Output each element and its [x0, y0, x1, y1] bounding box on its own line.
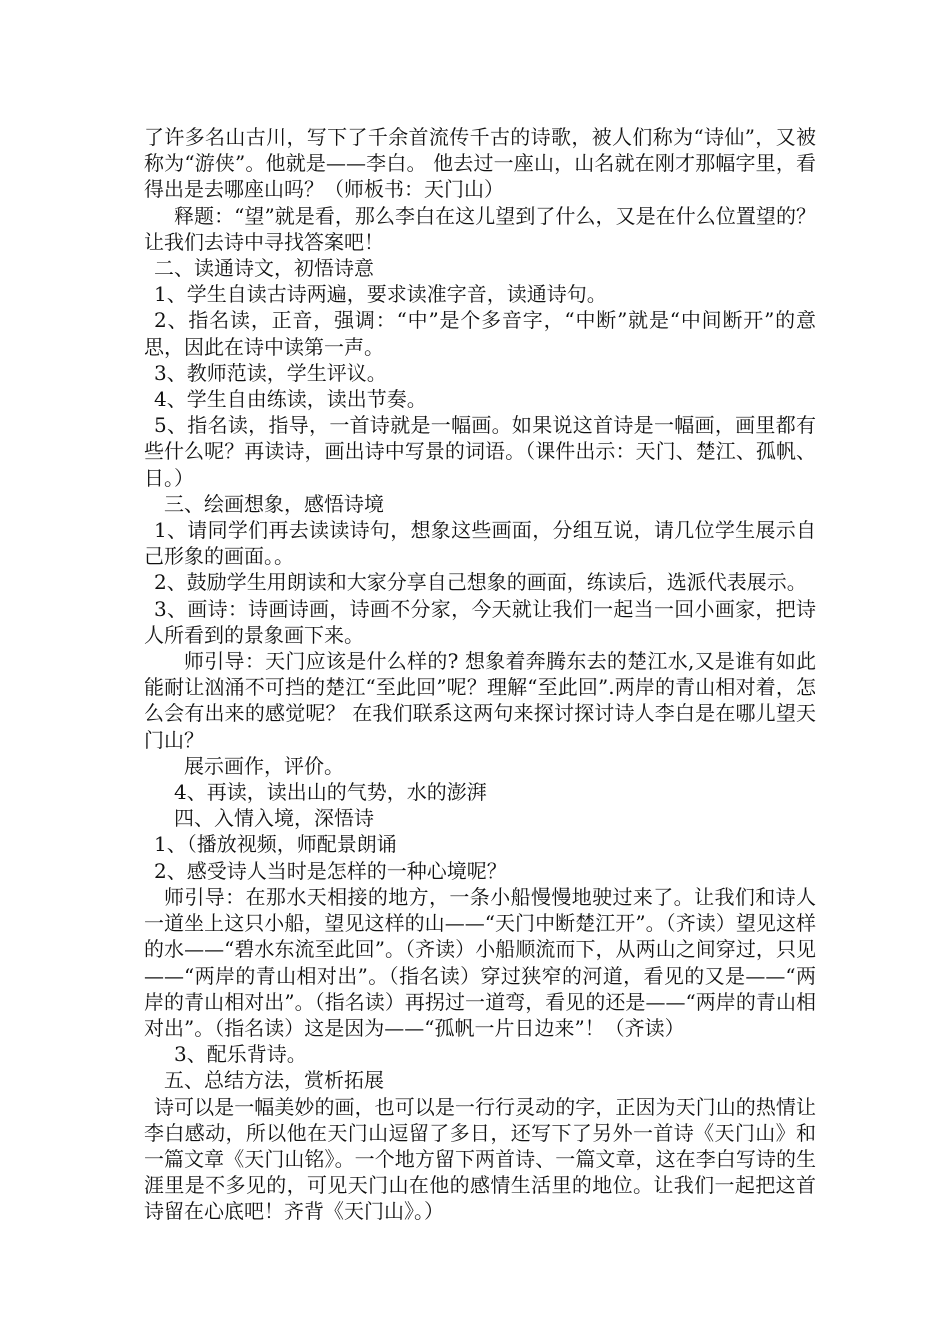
step-2-2: 2、指名读，正音，强调：“中”是个多音字，“中断”就是“中间断开”的意思，因此在诗中读第一声。 [144, 308, 816, 359]
step-3-1: 1、请同学们再去读读诗句，想象这些画面，分组互说，请几位学生展示自己形象的画面。。 [144, 518, 816, 569]
teacher-guidance-2: 师引导：在那水天相接的地方，一条小船慢慢地驶过来了。让我们和诗人一道坐上这只小船，望见这样的山——“天门中断楚江开”。（齐读）望见这样的水——“碧水东流至此回”。（齐读）小船顺流而下，从两山之间穿过，只见——“两岸的青山相对出”。（指名读）穿过狭窄的河道，看见的又是——“两岸的青山相对出”。（指名读）再拐过一道弯，看见的还是——“两岸的青山相对出”。（指名读）这是因为——“孤帆一片日边来”！（齐读） [144, 884, 816, 1040]
paragraph-title-explanation: 释题：“望”就是看，那么李白在这儿望到了什么，又是在什么位置望的？让我们去诗中寻找答案吧！ [144, 203, 816, 254]
step-2-1: 1、学生自读古诗两遍，要求读准字音，读通诗句。 [154, 282, 607, 307]
section-heading-2: 二、读通诗文，初悟诗意 [154, 256, 374, 281]
step-4-2: 2、感受诗人当时是怎样的一种心境呢？ [154, 858, 507, 883]
section-heading-5: 五、总结方法，赏析拓展 [164, 1068, 384, 1093]
section-heading-4: 四、入情入境，深悟诗 [174, 806, 374, 831]
step-4-3: 3、配乐背诗。 [174, 1042, 307, 1067]
step-3-3: 3、画诗：诗画诗画，诗画不分家，今天就让我们一起当一回小画家，把诗人所看到的景象画下来。 [144, 596, 816, 647]
summary-paragraph: 诗可以是一幅美妙的画，也可以是一行行灵动的字，正因为天门山的热情让李白感动，所以他在天门山逗留了多日，还写下了另外一首诗《天门山》和一篇文章《天门山铭》。一个地方留下两首诗、一篇文章，这在李白写诗的生涯里是不多见的，可见天门山在他的感情生活里的地位。让我们一起把这首诗留在心底吧！齐背《天门山》。） [144, 1094, 816, 1224]
step-2-3: 3、教师范读，学生评议。 [154, 360, 387, 385]
document-body [144, 124, 816, 1225]
step-4-1: 1、（播放视频，师配景朗诵 [154, 832, 397, 857]
step-3-2: 2、鼓励学生用朗读和大家分享自己想象的画面，练读后，选派代表展示。 [154, 570, 807, 595]
step-3-4: 4、再读，读出山的气势，水的澎湃 [174, 780, 487, 805]
teacher-guidance-1: 师引导：天门应该是什么样的? 想象着奔腾东去的楚江水,又是谁有如此能耐让汹涌不可挡的楚江“至此回”呢？理解“至此回”.两岸的青山相对着，怎么会有出来的感觉呢？ 在我们联系这两句来探讨探讨诗人李白是在哪儿望天门山？ [144, 649, 816, 752]
step-2-5: 5、指名读，指导，一首诗就是一幅画。如果说这首诗是一幅画，画里都有些什么呢？再读诗，画出诗中写景的词语。（课件出示：天门、楚江、孤帆、日。） [144, 413, 816, 490]
section-heading-3: 三、绘画想象，感悟诗境 [164, 491, 384, 516]
paragraph-intro-libai: 了许多名山古川，写下了千余首流传千古的诗歌，被人们称为“诗仙”，又被称为“游侠”。他就是——李白。 他去过一座山，山名就在刚才那幅字里，看得出是去哪座山吗？（师板书：天门山） [144, 125, 816, 202]
display-artwork: 展示画作，评价。 [184, 753, 344, 778]
step-2-4: 4、学生自由练读，读出节奏。 [154, 387, 427, 412]
